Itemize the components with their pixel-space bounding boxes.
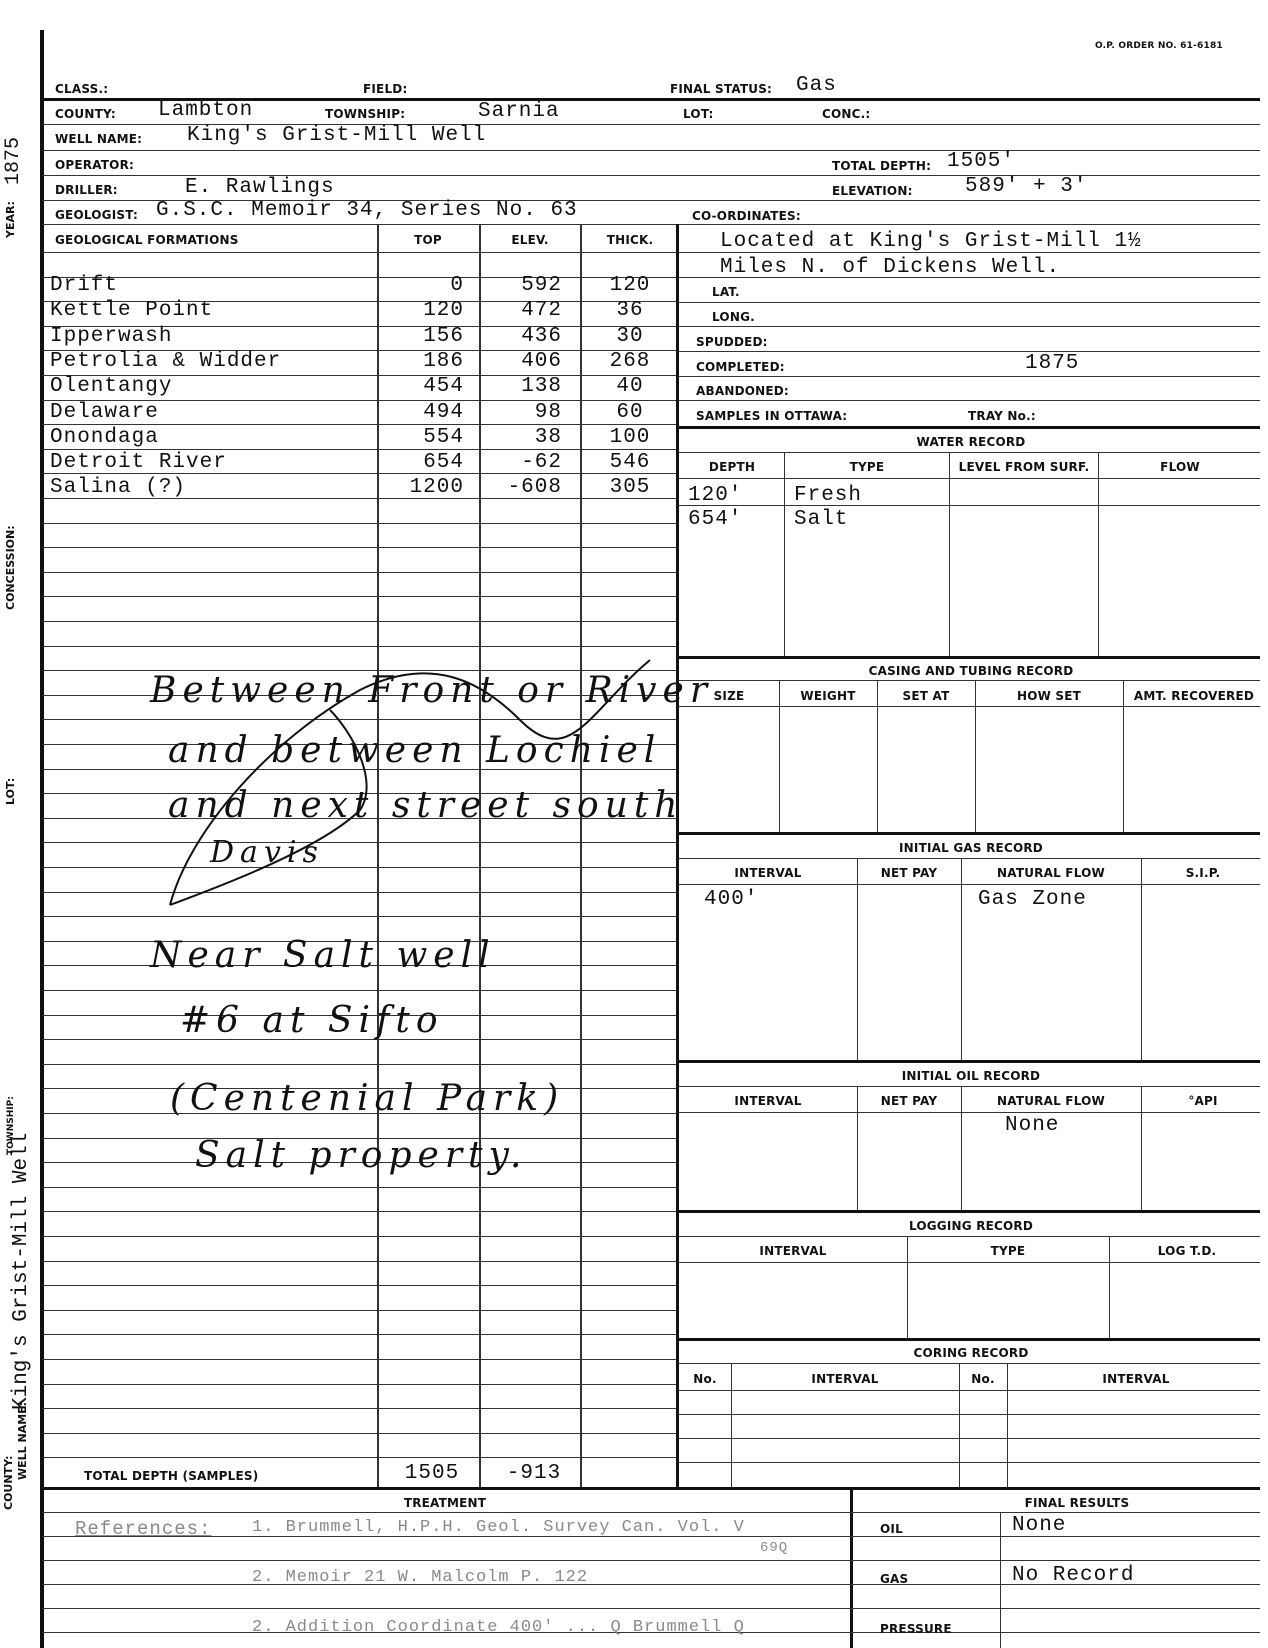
formation-rule: [42, 1285, 676, 1286]
rule: [678, 452, 1260, 453]
col-rule: [784, 452, 785, 656]
formation-rule: [42, 1433, 676, 1434]
formation-top-cell: 654: [423, 451, 464, 474]
rule: [42, 224, 1260, 225]
formation-rule: [42, 449, 676, 450]
formation-rule: [42, 1457, 676, 1458]
well-name-value: King's Grist-Mill Well: [187, 124, 487, 147]
field-label: FIELD:: [363, 82, 408, 96]
formation-thick-cell: 40: [616, 375, 644, 398]
formation-rule: [42, 916, 676, 917]
gas-header-natural-flow: NATURAL FLOW: [997, 866, 1105, 880]
formation-thick-cell: 120: [609, 274, 651, 297]
casing-header-size: SIZE: [713, 689, 745, 703]
water-header-depth: DEPTH: [708, 460, 756, 474]
final-results-title: FINAL RESULTS: [1024, 1496, 1130, 1510]
formation-elev-cell: -608: [507, 476, 562, 499]
water-row1-type: Fresh: [794, 484, 863, 507]
handwritten-note-line6: #6 at Sifto: [180, 1000, 444, 1041]
total-depth-samples-elev: -913: [506, 1462, 562, 1485]
rule: [678, 351, 1260, 352]
coring-header-interval-1: INTERVAL: [811, 1372, 879, 1386]
formation-top-cell: 494: [423, 401, 464, 424]
county-label: COUNTY:: [55, 107, 116, 121]
rule: [678, 706, 1260, 707]
reference-2: 2. Memoir 21 W. Malcolm P. 122: [252, 1568, 589, 1587]
completed-label: COMPLETED:: [696, 360, 785, 374]
formation-name-cell: Ipperwash: [50, 325, 173, 348]
formations-right-border: [676, 224, 679, 1489]
location-line2: Miles N. of Dickens Well.: [720, 256, 1061, 279]
casing-header-weight: WEIGHT: [800, 689, 856, 703]
rule: [678, 277, 1260, 278]
formation-elev-cell: 406: [521, 350, 562, 373]
water-header-flow: FLOW: [1160, 460, 1200, 474]
total-depth-value: 1505': [947, 150, 1016, 173]
formation-thick-cell: 36: [616, 299, 644, 322]
water-row2-type: Salt: [794, 508, 849, 531]
township-label: TOWNSHIP:: [325, 107, 406, 121]
location-line1: Located at King's Grist-Mill 1½: [720, 230, 1142, 253]
formation-rule: [42, 596, 676, 597]
gas-record-title: INITIAL GAS RECORD: [899, 841, 1043, 855]
formations-header-name: GEOLOGICAL FORMATIONS: [55, 233, 239, 247]
formation-elev-cell: 472: [521, 299, 562, 322]
col-rule: [857, 1086, 858, 1210]
formation-elev-cell: 592: [521, 274, 562, 297]
col-rule: [1123, 680, 1124, 832]
casing-header-set-at: SET AT: [902, 689, 950, 703]
coring-header-interval-2: INTERVAL: [1102, 1372, 1170, 1386]
col-rule: [857, 858, 858, 1060]
lot-label: LOT:: [683, 107, 714, 121]
formation-rule: [42, 1064, 676, 1065]
casing-top-rule: [678, 656, 1260, 659]
col-rule: [1109, 1236, 1110, 1338]
formation-elev-cell: 38: [534, 426, 562, 449]
class-label: CLASS.:: [55, 82, 109, 96]
oil-top-rule: [678, 1060, 1260, 1063]
water-row1-depth: 120': [688, 484, 743, 507]
formation-name-cell: Salina (?): [50, 476, 187, 499]
township-value: Sarnia: [478, 100, 560, 123]
formation-rule: [42, 1384, 676, 1385]
col-rule: [1007, 1363, 1008, 1487]
rule: [678, 1112, 1260, 1113]
formation-thick-cell: 546: [609, 451, 651, 474]
formation-rule: [42, 1211, 676, 1212]
rule: [678, 302, 1260, 303]
formation-name-cell: Drift: [50, 274, 119, 297]
casing-record-title: CASING AND TUBING RECORD: [868, 664, 1074, 678]
formation-top-cell: 0: [450, 274, 464, 297]
logging-header-log-td: LOG T.D.: [1157, 1244, 1217, 1258]
formation-top-cell: 554: [423, 426, 464, 449]
col-rule: [1141, 1086, 1142, 1210]
water-top-rule: [678, 426, 1260, 429]
coring-rule: [678, 1462, 1260, 1463]
col-rule: [975, 680, 976, 832]
formations-header-elev: ELEV.: [511, 233, 549, 247]
coring-top-rule: [678, 1338, 1260, 1341]
order-number: O.P. ORDER NO. 61-6181: [1095, 41, 1223, 51]
oil-natural-flow-value: None: [1005, 1114, 1060, 1137]
total-depth-label: TOTAL DEPTH:: [832, 159, 932, 173]
formation-elev-cell: 436: [521, 325, 562, 348]
formation-thick-cell: 305: [609, 476, 651, 499]
oil-header-net-pay: NET PAY: [880, 1094, 938, 1108]
formation-name-cell: Detroit River: [50, 451, 227, 474]
rule: [678, 376, 1260, 377]
water-row2-depth: 654': [688, 508, 743, 531]
formation-elev-cell: 98: [534, 401, 562, 424]
formation-rule: [42, 424, 676, 425]
formations-header-thick: THICK.: [606, 233, 654, 247]
oil-record-title: INITIAL OIL RECORD: [901, 1069, 1041, 1083]
coring-header-no-2: No.: [971, 1372, 995, 1386]
formation-rule: [42, 523, 676, 524]
logging-top-rule: [678, 1210, 1260, 1213]
formation-thick-cell: 30: [616, 325, 644, 348]
rule: [42, 1512, 1260, 1513]
side-well-name-label: WELL NAME:: [16, 1401, 29, 1480]
rule: [678, 505, 1260, 506]
handwritten-note-line7: (Centenial Park): [170, 1078, 565, 1119]
rule: [678, 1262, 1260, 1263]
final-status-value: Gas: [796, 74, 837, 97]
side-township-label: TOWNSHIP:: [6, 1096, 16, 1155]
formation-rule: [42, 252, 676, 253]
driller-label: DRILLER:: [55, 183, 118, 197]
formation-rule: [42, 646, 676, 647]
rule: [678, 1236, 1260, 1237]
formation-thick-cell: 268: [609, 350, 651, 373]
formation-elev-cell: -62: [521, 451, 562, 474]
final-oil-value: None: [1012, 1514, 1067, 1537]
col-rule: [959, 1363, 960, 1487]
lat-label: LAT.: [712, 285, 740, 299]
side-year-value: 1875: [2, 136, 25, 185]
handwritten-note-line8: Salt property.: [195, 1135, 528, 1176]
col-rule: [907, 1236, 908, 1338]
formation-rule: [42, 1236, 676, 1237]
formation-top-cell: 1200: [409, 476, 464, 499]
reference-1: 1. Brummell, H.P.H. Geol. Survey Can. Vol. V: [252, 1518, 745, 1537]
county-value: Lambton: [158, 99, 254, 122]
final-oil-label: OIL: [880, 1522, 903, 1536]
side-concession-label: CONCESSION:: [4, 525, 17, 610]
final-pressure-label: PRESSURE: [880, 1622, 952, 1636]
geologist-label: GEOLOGIST:: [55, 208, 138, 222]
long-label: LONG.: [712, 310, 755, 324]
rule: [678, 400, 1260, 401]
formation-name-cell: Onondaga: [50, 426, 159, 449]
total-depth-samples-label: TOTAL DEPTH (SAMPLES): [84, 1469, 259, 1483]
rule: [678, 478, 1260, 479]
gas-header-interval: INTERVAL: [734, 866, 802, 880]
elevation-label: ELEVATION:: [832, 184, 913, 198]
well-name-label: WELL NAME:: [55, 132, 143, 146]
formation-rule: [42, 1310, 676, 1311]
col-rule: [877, 680, 878, 832]
formation-top-cell: 454: [423, 375, 464, 398]
formation-name-cell: Petrolia & Widder: [50, 350, 282, 373]
rule: [678, 1086, 1260, 1087]
col-rule: [1000, 1512, 1001, 1648]
formation-rule: [42, 572, 676, 573]
formation-rule: [42, 1187, 676, 1188]
formation-name-cell: Kettle Point: [50, 299, 214, 322]
rule: [678, 1390, 1260, 1391]
final-gas-label: GAS: [880, 1572, 909, 1586]
formation-top-cell: 120: [423, 299, 464, 322]
rule: [678, 1363, 1260, 1364]
oil-header-api: °API: [1188, 1094, 1218, 1108]
col-rule: [731, 1363, 732, 1487]
gas-header-sip: S.I.P.: [1185, 866, 1221, 880]
rule: [678, 858, 1260, 859]
oil-header-natural-flow: NATURAL FLOW: [997, 1094, 1105, 1108]
col-rule: [1098, 452, 1099, 656]
samples-label: SAMPLES IN OTTAWA:: [696, 409, 848, 423]
abandoned-label: ABANDONED:: [696, 384, 789, 398]
references-label: References:: [75, 1518, 212, 1540]
formation-name-cell: Olentangy: [50, 375, 173, 398]
handwritten-note-line1: Between Front or River: [150, 670, 714, 711]
coring-rule: [678, 1438, 1260, 1439]
gas-natural-flow-value: Gas Zone: [978, 888, 1087, 911]
logging-header-interval: INTERVAL: [759, 1244, 827, 1258]
col-rule: [949, 452, 950, 656]
gas-top-rule: [678, 832, 1260, 835]
final-status-label: FINAL STATUS:: [670, 82, 773, 96]
formation-rule: [42, 990, 676, 991]
formation-rule: [42, 1334, 676, 1335]
form-left-border: [40, 30, 44, 1648]
formation-rule: [42, 547, 676, 548]
final-gas-value: No Record: [1012, 1564, 1135, 1587]
operator-label: OPERATOR:: [55, 158, 135, 172]
formation-name-cell: Delaware: [50, 401, 159, 424]
coring-rule: [678, 1414, 1260, 1415]
col-rule: [1141, 858, 1142, 1060]
coring-record-title: CORING RECORD: [913, 1346, 1029, 1360]
elevation-value: 589' + 3': [965, 175, 1088, 198]
formation-top-cell: 186: [423, 350, 464, 373]
casing-header-how-set: HOW SET: [1016, 689, 1082, 703]
handwritten-note-line4: Davis: [210, 835, 324, 870]
col-rule: [961, 858, 962, 1060]
formation-rule: [42, 1408, 676, 1409]
formation-thick-cell: 100: [609, 426, 651, 449]
casing-header-amt-recovered: AMT. RECOVERED: [1133, 689, 1255, 703]
formations-header-top: TOP: [414, 233, 442, 247]
conc-label: CONC.:: [822, 107, 871, 121]
reference-3: 2. Addition Coordinate 400' ... Q Brummell Q: [252, 1618, 745, 1637]
handwritten-loop-scribble: [150, 650, 670, 910]
oil-header-interval: INTERVAL: [734, 1094, 802, 1108]
geologist-value: G.S.C. Memoir 34, Series No. 63: [156, 199, 578, 222]
handwritten-note-line3: and next street south: [168, 785, 684, 826]
rule: [42, 1608, 1260, 1609]
side-lot-label: LOT:: [4, 777, 17, 805]
reference-1-suffix: 69Q: [760, 1540, 789, 1556]
handwritten-note-line5: Near Salt well: [150, 935, 496, 976]
driller-value: E. Rawlings: [185, 176, 335, 199]
logging-record-title: LOGGING RECORD: [908, 1219, 1034, 1233]
formation-elev-cell: 138: [521, 375, 562, 398]
water-record-title: WATER RECORD: [916, 435, 1026, 449]
rule: [678, 252, 1260, 253]
formation-rule: [42, 1261, 676, 1262]
tray-label: TRAY No.:: [968, 409, 1036, 423]
formation-rule: [42, 1359, 676, 1360]
side-county-label: COUNTY:: [2, 1455, 15, 1510]
rule: [678, 326, 1260, 327]
side-well-name-value: King's Grist-Mill Well: [10, 1132, 33, 1410]
col-rule: [961, 1086, 962, 1210]
gas-header-net-pay: NET PAY: [880, 866, 938, 880]
logging-header-type: TYPE: [990, 1244, 1026, 1258]
formation-thick-cell: 60: [616, 401, 644, 424]
rule: [42, 1560, 1260, 1561]
spudded-label: SPUDDED:: [696, 335, 768, 349]
formation-top-cell: 156: [423, 325, 464, 348]
rule: [678, 884, 1260, 885]
side-year-label: YEAR:: [4, 201, 17, 238]
coordinates-label: CO-ORDINATES:: [692, 209, 801, 223]
formations-bottom-rule: [42, 1487, 1260, 1490]
rule: [678, 680, 1260, 681]
treatment-title: TREATMENT: [403, 1496, 487, 1510]
water-header-type: TYPE: [849, 460, 885, 474]
water-header-level: LEVEL FROM SURF.: [958, 460, 1090, 474]
completed-value: 1875: [1025, 352, 1080, 375]
coring-header-no-1: No.: [693, 1372, 717, 1386]
gas-interval-value: 400': [704, 888, 759, 911]
rule: [42, 150, 1260, 151]
total-depth-samples-top: 1505: [404, 1462, 460, 1485]
formation-rule: [42, 621, 676, 622]
handwritten-note-line2: and between Lochiel: [168, 730, 662, 771]
col-rule: [779, 680, 780, 832]
